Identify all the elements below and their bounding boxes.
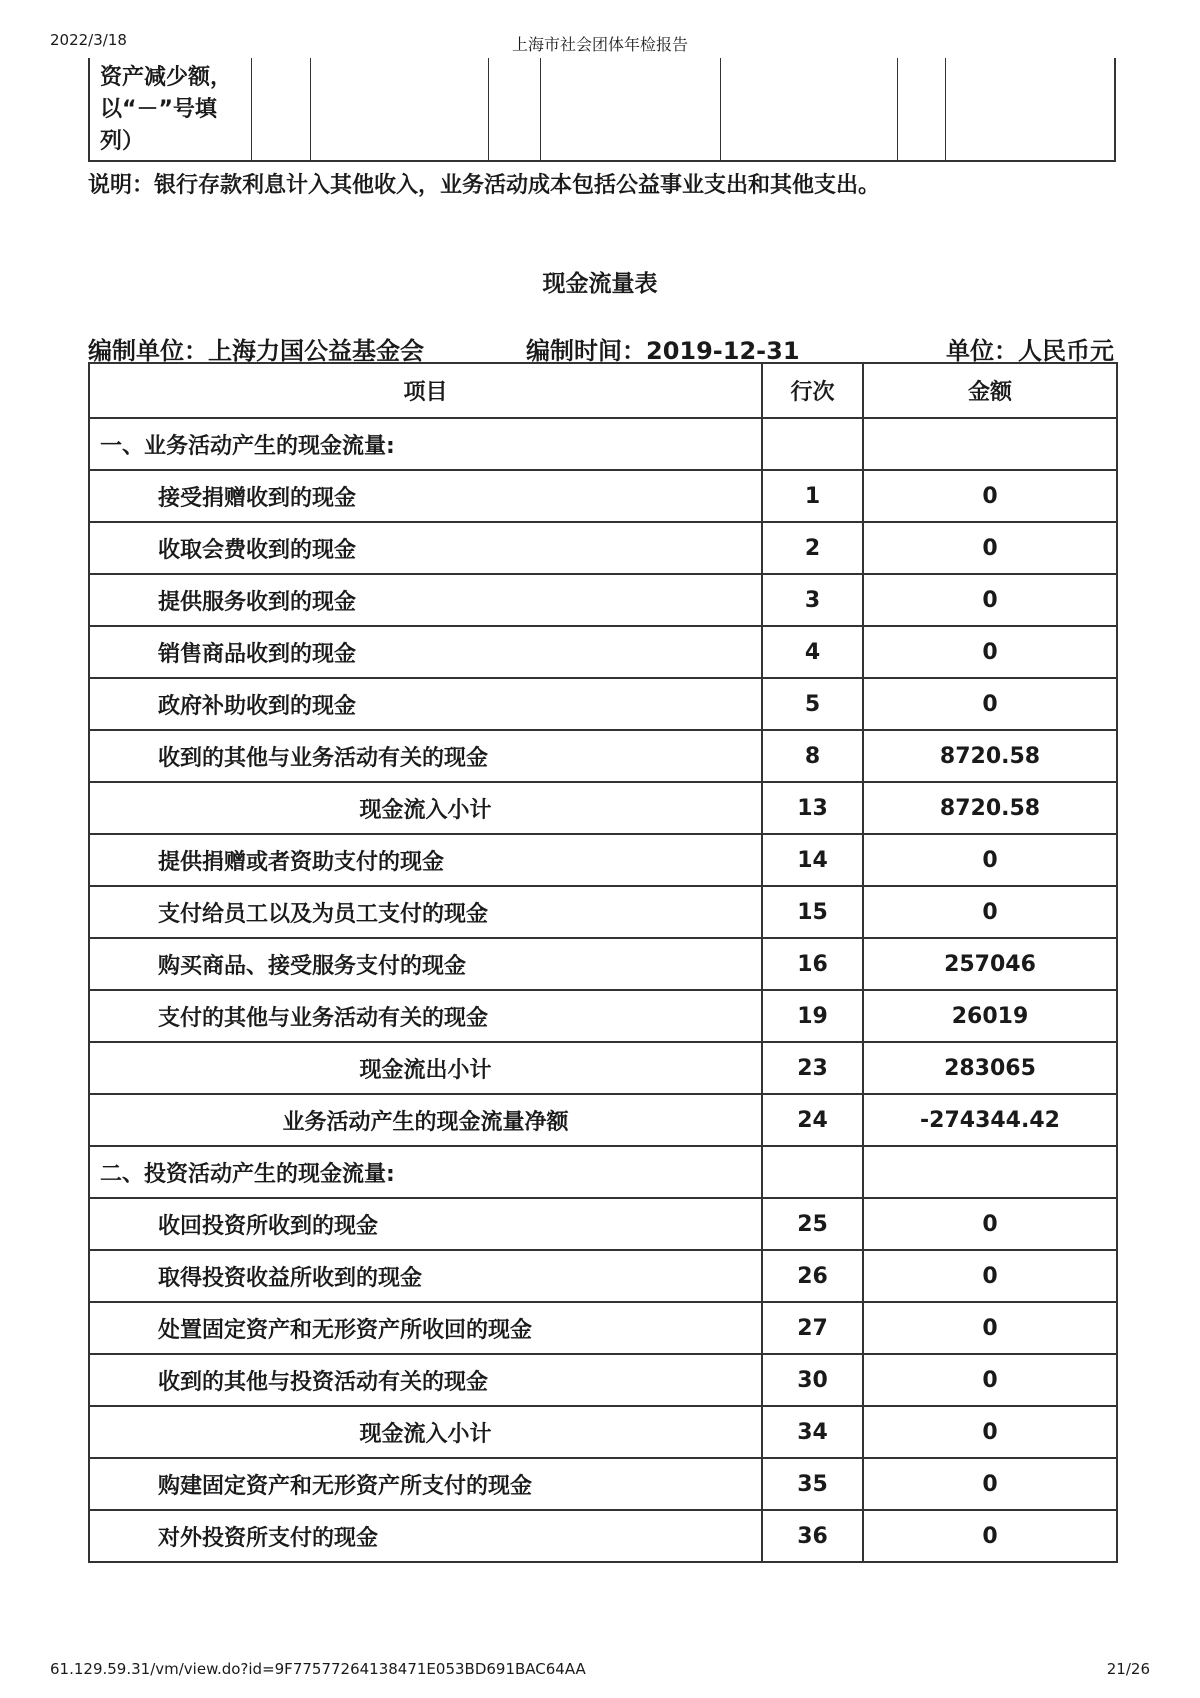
table-row [89,1042,1117,1094]
table-row [89,1146,1117,1198]
row-amount: 0 [863,574,1117,626]
table-row [89,1094,1117,1146]
table-row [89,1302,1117,1354]
row-item: 二、投资活动产生的现金流量: [89,1146,762,1198]
table-row [89,574,1117,626]
table-row [89,938,1117,990]
row-item: 收到的其他与投资活动有关的现金 [89,1354,762,1406]
row-amount [863,1146,1117,1198]
table-header-row [89,363,1117,418]
table-row [89,782,1117,834]
row-item: 支付给员工以及为员工支付的现金 [89,886,762,938]
table-row [89,886,1117,938]
report-title: 上海市社会团体年检报告 [511,35,688,54]
row-item: 政府补助收到的现金 [89,678,762,730]
row-line-number: 8 [762,730,863,782]
row-amount: 0 [863,678,1117,730]
row-item: 现金流出小计 [89,1042,762,1094]
row-line-number: 23 [762,1042,863,1094]
row-line-number: 26 [762,1250,863,1302]
table-row [89,418,1117,470]
row-amount: 257046 [863,938,1117,990]
row-amount: 8720.58 [863,730,1117,782]
row-amount: 26019 [863,990,1117,1042]
fragment-row-label: 资产减少额， 以“－”号填 列） [100,65,233,154]
row-amount: 0 [863,1302,1117,1354]
row-line-number: 27 [762,1302,863,1354]
row-amount: 0 [863,522,1117,574]
table-row [89,1250,1117,1302]
table-row [89,990,1117,1042]
fragment-divider [251,58,252,160]
row-amount: 283065 [863,1042,1117,1094]
row-line-number [762,1146,863,1198]
explanation-note: 说明：银行存款利息计入其他收入，业务活动成本包括公益事业支出和其他支出。 [88,173,881,198]
row-item: 业务活动产生的现金流量净额 [89,1094,762,1146]
table-row [89,1458,1117,1510]
row-amount [863,418,1117,470]
fragment-divider [488,58,489,160]
row-amount: -274344.42 [863,1094,1117,1146]
row-line-number: 30 [762,1354,863,1406]
row-line-number: 16 [762,938,863,990]
column-header-line: 行次 [762,363,863,418]
row-item: 支付的其他与业务活动有关的现金 [89,990,762,1042]
row-amount: 0 [863,626,1117,678]
row-line-number: 24 [762,1094,863,1146]
previous-table-fragment [88,58,1116,162]
print-date: 2022/3/18 [50,31,127,49]
fragment-divider [720,58,721,160]
row-item: 对外投资所支付的现金 [89,1510,762,1562]
row-item: 提供服务收到的现金 [89,574,762,626]
row-amount: 0 [863,886,1117,938]
row-amount: 0 [863,1354,1117,1406]
row-line-number: 35 [762,1458,863,1510]
row-amount: 0 [863,1406,1117,1458]
table-row [89,626,1117,678]
table-row [89,730,1117,782]
row-line-number: 4 [762,626,863,678]
fragment-divider [540,58,541,160]
column-header-item: 项目 [89,363,762,418]
row-line-number: 14 [762,834,863,886]
row-line-number: 25 [762,1198,863,1250]
row-item: 现金流入小计 [89,782,762,834]
row-line-number: 3 [762,574,863,626]
fragment-divider [310,58,311,160]
row-amount: 0 [863,1198,1117,1250]
row-item: 接受捐赠收到的现金 [89,470,762,522]
row-amount: 0 [863,1510,1117,1562]
row-item: 取得投资收益所收到的现金 [89,1250,762,1302]
row-line-number: 2 [762,522,863,574]
row-item: 收到的其他与业务活动有关的现金 [89,730,762,782]
table-row [89,522,1117,574]
row-line-number: 13 [762,782,863,834]
row-line-number: 19 [762,990,863,1042]
row-line-number: 34 [762,1406,863,1458]
row-line-number: 1 [762,470,863,522]
cash-flow-table [88,362,1118,1563]
row-amount: 8720.58 [863,782,1117,834]
table-row [89,1198,1117,1250]
table-row [89,834,1117,886]
table-body [89,418,1117,1562]
row-item: 收取会费收到的现金 [89,522,762,574]
page-number: 21/26 [1106,1660,1150,1678]
fragment-divider [897,58,898,160]
row-item: 提供捐赠或者资助支付的现金 [89,834,762,886]
row-amount: 0 [863,834,1117,886]
row-amount: 0 [863,1458,1117,1510]
compiling-time: 编制时间：2019-12-31 [526,337,800,365]
table-row [89,1406,1117,1458]
row-item: 现金流入小计 [89,1406,762,1458]
row-item: 购建固定资产和无形资产所支付的现金 [89,1458,762,1510]
column-header-amount: 金额 [863,363,1117,418]
currency-unit: 单位：人民币元 [946,337,1114,365]
table-title: 现金流量表 [542,271,658,297]
row-item: 购买商品、接受服务支付的现金 [89,938,762,990]
row-line-number [762,418,863,470]
table-row [89,1510,1117,1562]
row-line-number: 15 [762,886,863,938]
row-amount: 0 [863,470,1117,522]
row-line-number: 5 [762,678,863,730]
row-amount: 0 [863,1250,1117,1302]
table-row [89,1354,1117,1406]
table-row [89,470,1117,522]
compiling-unit: 编制单位：上海力国公益基金会 [88,337,424,365]
fragment-divider [945,58,946,160]
row-item: 处置固定资产和无形资产所收回的现金 [89,1302,762,1354]
page-url: 61.129.59.31/vm/view.do?id=9F77577264138471E053BD691BAC64AA [50,1660,586,1678]
table-row [89,678,1117,730]
row-item: 一、业务活动产生的现金流量: [89,418,762,470]
row-item: 销售商品收到的现金 [89,626,762,678]
row-item: 收回投资所收到的现金 [89,1198,762,1250]
row-line-number: 36 [762,1510,863,1562]
